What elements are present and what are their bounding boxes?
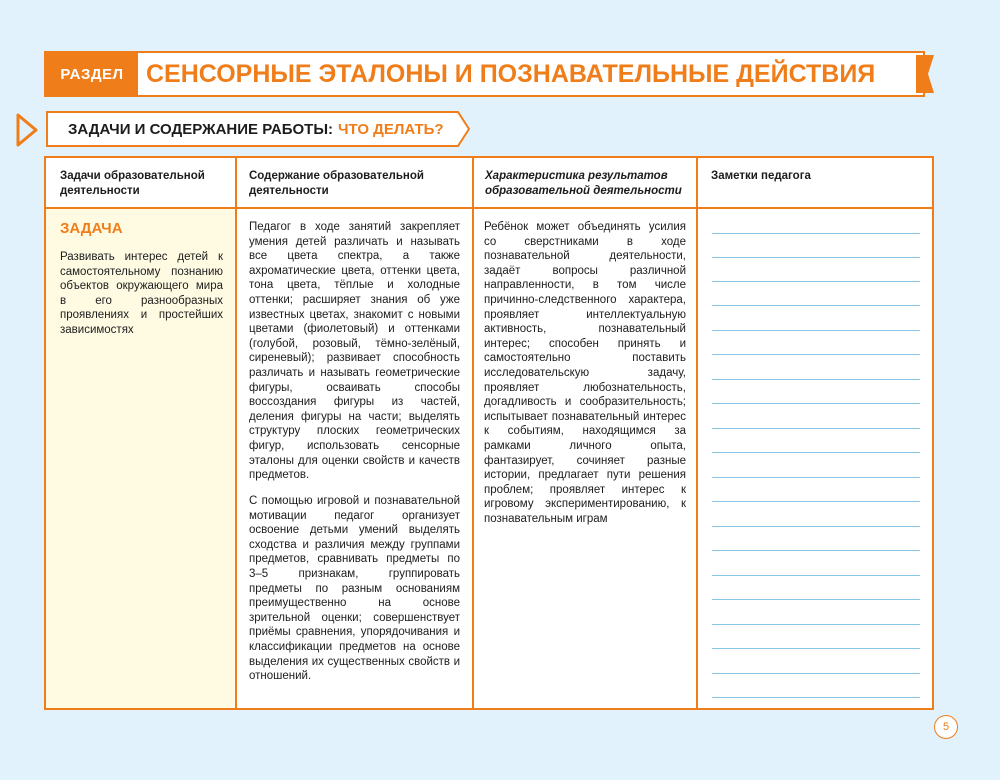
note-line bbox=[712, 403, 920, 404]
note-line bbox=[712, 428, 920, 429]
note-line bbox=[712, 575, 920, 576]
note-line bbox=[712, 281, 920, 282]
note-line bbox=[712, 673, 920, 674]
column-header-notes: Заметки педагога bbox=[711, 170, 811, 182]
note-line bbox=[712, 599, 920, 600]
task-label: ЗАДАЧА bbox=[60, 220, 123, 237]
section-title: СЕНСОРНЫЕ ЭТАЛОНЫ И ПОЗНАВАТЕЛЬНЫЕ ДЕЙСТВИЯ bbox=[146, 59, 876, 88]
section-tag: РАЗДЕЛ bbox=[46, 53, 138, 95]
column-divider bbox=[235, 158, 237, 708]
section-title-bar bbox=[44, 51, 925, 97]
task-text: Развивать интерес детей к самостоятельному познанию объектов окружающего мира в его разнообразных проявлениях и простейших зависимостях bbox=[60, 251, 223, 336]
note-line bbox=[712, 233, 920, 234]
note-line bbox=[712, 305, 920, 306]
note-line bbox=[712, 697, 920, 698]
flag-ribbon-icon bbox=[916, 55, 934, 93]
subheader-banner bbox=[46, 111, 470, 147]
results-text: Ребёнок может объединять усилия со сверстниками в ходе познавательной деятельности, задаёт вопросы различной направленности, в том числе причинно-следственного характера, проявляет интеллектуальную активность, познавательный интерес; способен принять и самостоятельно поставить исследовательскую задачу, проявляет любознательность, догадливость и сообразительность; испытывает познавательный интерес к событиям, находящимся за рамками личного опыта, фантазирует, сочиняет разные истории, предлагает пути решения проблем; проявляет интерес к игровому экспериментированию, к познавательным играм bbox=[484, 221, 686, 525]
note-line bbox=[712, 624, 920, 625]
subheader-title bbox=[68, 111, 444, 147]
content-paragraph-1: Педагог в ходе занятий закрепляет умения детей различать и называть все цвета спектра, а также ахроматические цвета, оттенки цвета, тона цвета, тёплые и холодные оттенки; расширяет знания об уже известных цветах, знакомит с новыми цветами (фиолетовый) и оттенками (голубой, розовый, тёмно-зелёный, сиреневый); развивает способность различать и называть геометрические фигуры, осваивать способы воссоздания фигуры из частей, деления фигуры на части; выделять структуру плоских геометрических фигур, использовать сенсорные эталоны для оценки свойств и качеств предметов. bbox=[249, 221, 460, 482]
subheader-accent: ЧТО ДЕЛАТЬ? bbox=[338, 120, 444, 138]
note-line bbox=[712, 526, 920, 527]
column-header-content: Содержание образовательной деятельности bbox=[249, 170, 424, 197]
column-header-tasks: Задачи образовательной деятельности bbox=[60, 170, 205, 197]
subheader-label: ЗАДАЧИ И СОДЕРЖАНИЕ РАБОТЫ: bbox=[68, 120, 334, 138]
note-line bbox=[712, 648, 920, 649]
column-divider bbox=[472, 158, 474, 708]
note-line bbox=[712, 501, 920, 502]
note-line bbox=[712, 330, 920, 331]
note-line bbox=[712, 550, 920, 551]
column-header-results: Характеристика результатов образовательной деятельности bbox=[485, 170, 682, 197]
note-line bbox=[712, 477, 920, 478]
arrow-right-icon bbox=[16, 113, 38, 147]
note-line bbox=[712, 354, 920, 355]
column-divider bbox=[696, 158, 698, 708]
content-paragraph-2: С помощью игровой и познавательной мотивации педагог организует освоение детьми умений выделять сходства и различия между группами предметов, сравнивать предметы по 3–5 признакам, группировать предметы по разным основаниям преимущественно на основе зрительной оценки; совершенствует приёмы сравнения, упорядочивания и классификации предметов на основе выделения их существенных свойств и отношений. bbox=[249, 495, 460, 683]
work-table bbox=[44, 156, 934, 710]
note-line bbox=[712, 379, 920, 380]
header-divider bbox=[46, 207, 932, 209]
note-line bbox=[712, 452, 920, 453]
note-line bbox=[712, 257, 920, 258]
page-number: 5 bbox=[934, 715, 958, 739]
